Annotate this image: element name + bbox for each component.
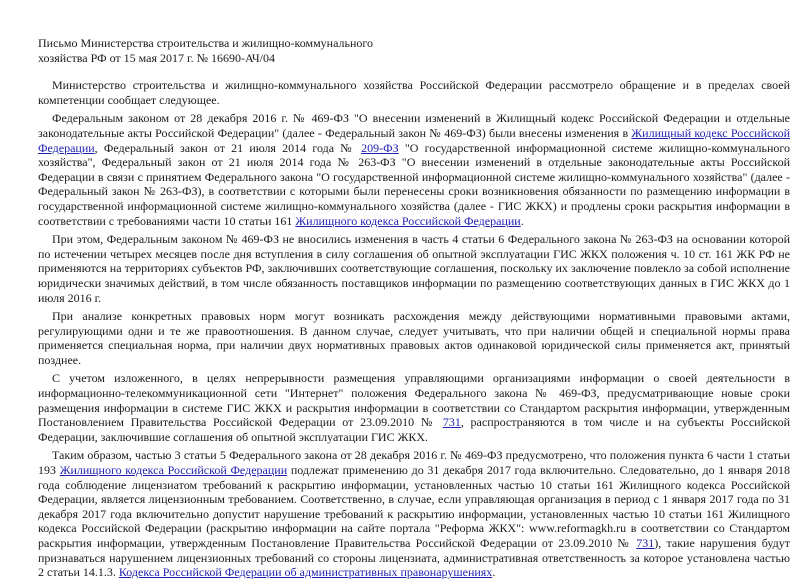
- text: .: [492, 565, 496, 580]
- link-housing-code[interactable]: Жилищного кодекса Российской Федерации: [59, 463, 288, 478]
- text: Таким образом, частью 3 статьи 5 Федерального закона от 28 декабря 2016 г. № 469-ФЗ предусмотрено, что положения пункта 6 части 1 статьи 193: [38, 448, 790, 478]
- paragraph-conclusion: [38, 448, 790, 579]
- text: Министерство строительства и жилищно-коммунального хозяйства Российской Федерации рассмотрело обращение и в пределах своей компетенции сообщает следующее.: [38, 78, 790, 107]
- paragraph-continuity: [38, 371, 790, 444]
- paragraph-469-fz: [38, 232, 790, 305]
- document-title: [38, 36, 790, 65]
- link-housing-code[interactable]: Жилищный кодекс Российской Федерации: [38, 125, 790, 155]
- link-731[interactable]: 731: [636, 536, 655, 550]
- title-line-2: хозяйства РФ от 15 мая 2017 г. № 16690-АЧ/04: [38, 50, 276, 65]
- link-admin-code[interactable]: Кодекса Российской Федерации об административных правонарушениях: [118, 565, 493, 580]
- text: , Федеральный закон от 21 июля 2014 года №: [94, 140, 362, 155]
- text: С учетом изложенного, в целях непрерывности размещения управляющими организациями информации о своей деятельности в информационно-телекоммуникационной сети "Интернет" положения Федерального закона № 469-ФЗ, предусматривающие новые сроки размещения информации в системе ГИС ЖКХ и раскрытия информации в соответствии со Стандартом раскрытия информации, утвержденным Постановлением Правительства Российской Федерации от 23.09.2010 №: [38, 371, 790, 430]
- link-housing-code[interactable]: Жилищного кодекса Российской Федерации: [295, 213, 521, 228]
- text: При этом, Федеральным законом № 469-ФЗ не вносились изменения в часть 4 статьи 6 Федерального закона № 263-ФЗ на основании которой по истечении четырех месяцев после дня вступления в силу соглашения об опытной эксплуатации ГИС ЖКХ положения ч. 10 ст. 161 ЖК РФ не применяются на территориях субъектов РФ, заключивших соответствующие соглашения, поскольку их заключение повлекло за собой исполнение юридически значимых действий, в том числе обязанность поставщиков информации по размещению соответствующих данных в ГИС ЖКХ до 1 июля 2016 г.: [38, 232, 790, 305]
- paragraph-analysis: [38, 309, 790, 367]
- paragraph-laws: [38, 111, 790, 228]
- text: "О государственной информационной системе жилищно-коммунального хозяйства", Федеральный закон от 21 июля 2014 года № 263-ФЗ "О внесении изменений в отдельные законодательные акты Российской Федерации в связи с принятием Федерального закона "О государственной информационной системе жилищно-коммунального хозяйства" (далее - Федеральный закон № 263-ФЗ), в соответствии с которыми были перенесены сроки возникновения обязанности по размещению информации в государственной информационной системе жилищно-коммунального хозяйства (далее - ГИС ЖКХ) и продлены сроки раскрытия информации в соответствии с требованиями части 10 статьи 161: [38, 140, 790, 228]
- text: Федеральным законом от 28 декабря 2016 г. № 469-ФЗ "О внесении изменений в Жилищный кодекс Российской Федерации и отдельные законодательные акты Российской Федерации" (далее - Федеральный закон № 469-ФЗ) были внесены изменения в: [38, 111, 790, 140]
- text: подлежат применению до 31 декабря 2017 года включительно. Следовательно, до 1 января 2018 года соблюдение лицензиатом требований к раскрытию информации, установленных частью 10 статьи 161 Жилищного кодекса Российской Федерации, является лицензионным требованием. Соответственно, в случае, если управляющая организация в период с 1 января 2017 года по 31 декабря 2017 года включительно допустит нарушение требований к раскрытию информации, установленных частью 10 статьи 161 Жилищного кодекса Российской Федерации (раскрытию информации на сайте портала "Реформа ЖКХ": www.reformagkh.ru в соответствии со Стандартом раскрытия информации, утвержденным Постановление Правительства Российской Федерации от 23.09.2010 №: [38, 463, 790, 550]
- text: ), такие нарушения будут признаваться нарушением лицензионных требований со стороны лицензиата, административная ответственность за которое установлена частью 2 статьи 14.1.3.: [38, 536, 790, 580]
- text: При анализе конкретных правовых норм могут возникать расхождения между действующими нормативными правовыми актами, регулирующими одни и те же правоотношения. В данном случае, следует учитывать, что при наличии общей и специальной нормы права применяется специальная норма, при наличии двух нормативных правовых актов одинаковой юридической силы применяется акт, принятый позднее.: [38, 309, 790, 367]
- link-731[interactable]: 731: [442, 415, 461, 430]
- title-line-1: Письмо Министерства строительства и жилищно-коммунального: [38, 36, 374, 50]
- text: .: [520, 213, 524, 228]
- text: , распространяются в том числе и на субъекты Российской Федерации, заключившие соглашения об опытной эксплуатации ГИС ЖКХ.: [38, 415, 790, 444]
- document: [38, 36, 790, 584]
- link-209-fz[interactable]: 209-ФЗ: [361, 140, 399, 155]
- paragraph-intro: [38, 78, 790, 107]
